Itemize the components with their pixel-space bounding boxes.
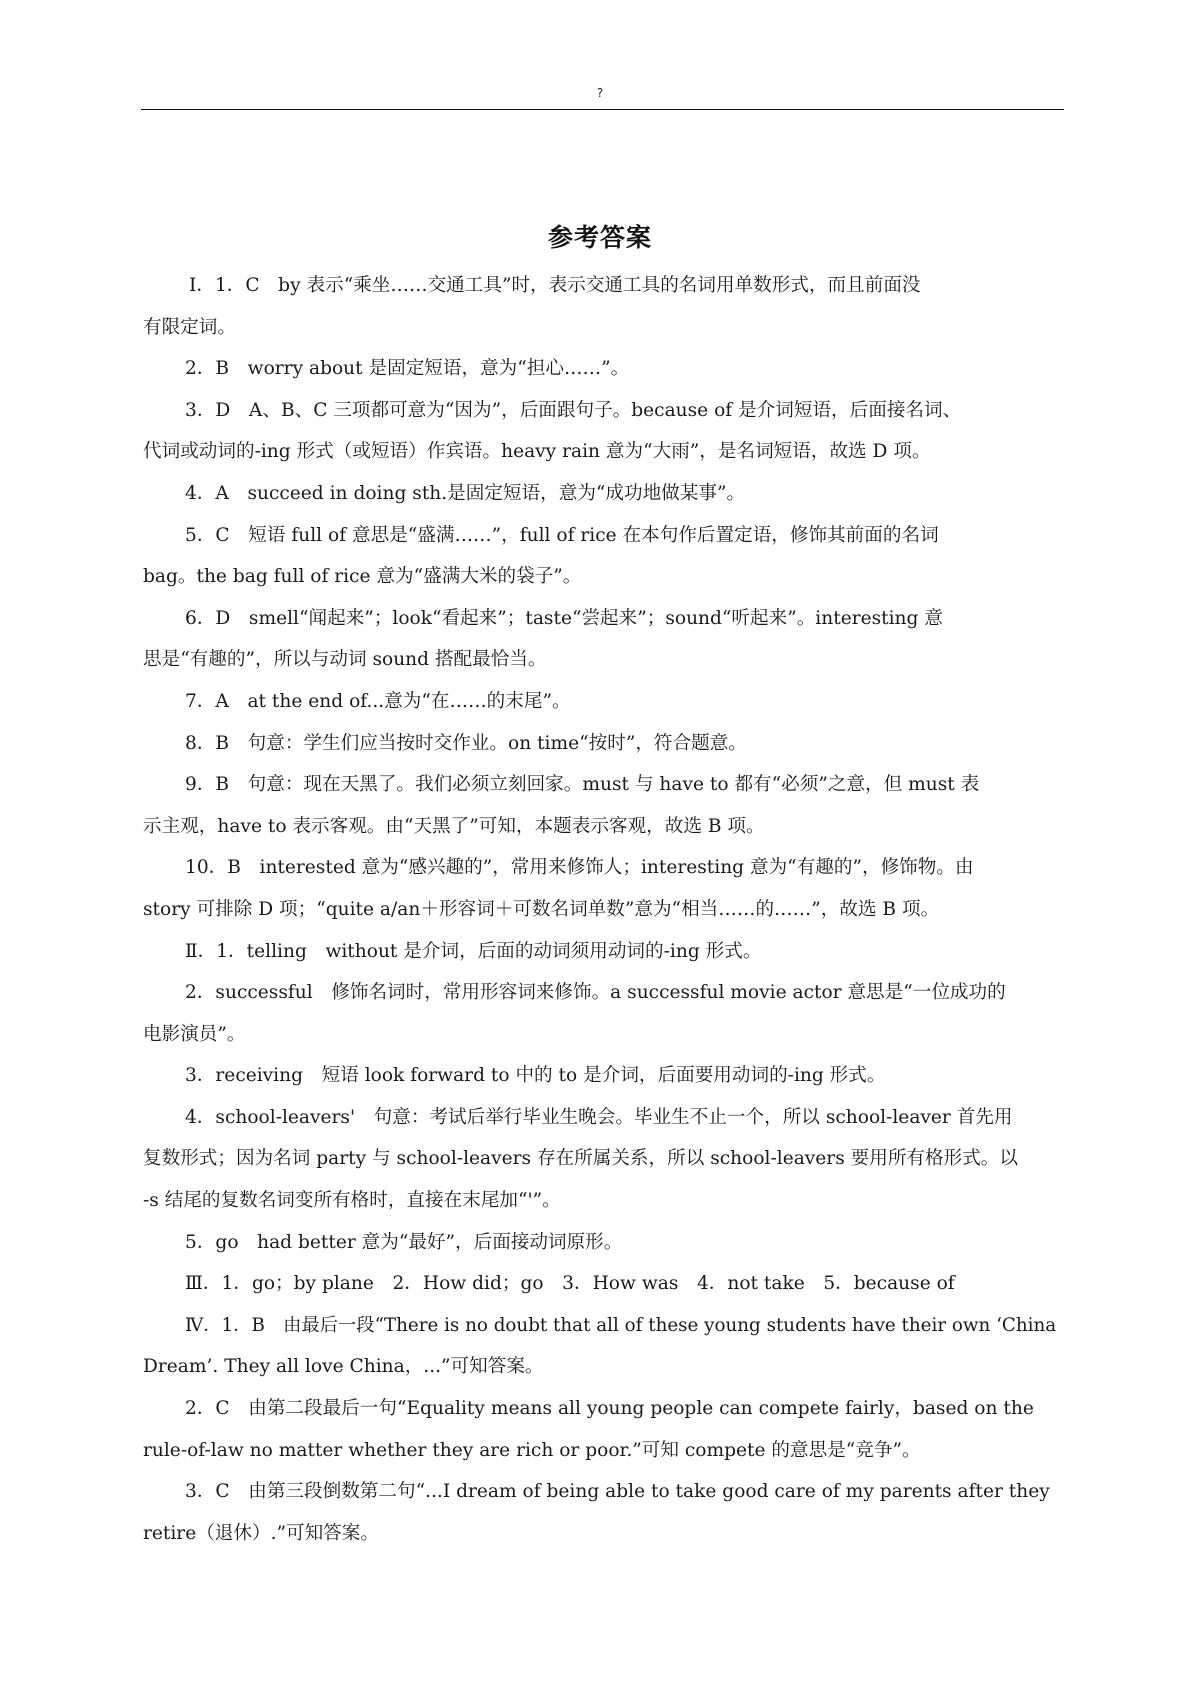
- text-line: 4．school-leavers' 句意：考试后举行毕业生晚会。毕业生不止一个，所以 school-leaver 首先用: [185, 1106, 1013, 1128]
- text-line: 3．receiving 短语 look forward to 中的 to 是介词，后面要用动词的-ing 形式。: [185, 1065, 886, 1087]
- text-line: 代词或动词的-ing 形式（或短语）作宾语。heavy rain 意为“大雨”，是名词短语，故选 D 项。: [143, 441, 931, 463]
- header-mark: ?: [596, 86, 604, 100]
- text-line: 复数形式；因为名词 party 与 school-leavers 存在所属关系，所以 school-leavers 要用所有格形式。以: [143, 1148, 1018, 1170]
- text-line: 7．A at the end of...意为“在……的末尾”。: [185, 690, 571, 712]
- text-line: 3．C 由第三段倒数第二句“...I dream of being able to take good care of my parents after they: [185, 1481, 1050, 1503]
- text-line: 2．C 由第二段最后一句“Equality means all young people can compete fairly，based on the: [185, 1398, 1034, 1420]
- text-line: 5．C 短语 full of 意思是“盛满……”，full of rice 在本句作后置定语，修饰其前面的名词: [185, 524, 939, 546]
- text-line: Ⅱ．1．telling without 是介词，后面的动词须用动词的-ing 形式。: [185, 940, 762, 962]
- text-line: 8．B 句意：学生们应当按时交作业。on time“按时”，符合题意。: [185, 732, 747, 754]
- text-line: 思是“有趣的”，所以与动词 sound 搭配最恰当。: [143, 649, 547, 671]
- text-line: -s 结尾的复数名词变所有格时，直接在末尾加“'”。: [143, 1190, 561, 1212]
- page-title: 参考答案: [547, 223, 652, 252]
- text-line: 电影演员”。: [143, 1023, 246, 1045]
- text-line: 9．B 句意：现在天黑了。我们必须立刻回家。must 与 have to 都有“必须”之意，但 must 表: [185, 774, 980, 796]
- text-line: 5．go had better 意为“最好”，后面接动词原形。: [185, 1231, 623, 1253]
- text-line: bag。the bag full of rice 意为“盛满大米的袋子”。: [143, 566, 582, 588]
- header-rule: [141, 109, 1064, 110]
- text-line: 10．B interested 意为“感兴趣的”，常用来修饰人；interesting 意为“有趣的”，修饰物。由: [185, 857, 974, 879]
- text-line: Ⅳ．1．B 由最后一段“There is no doubt that all of these young students have their own ‘China: [185, 1314, 1057, 1336]
- text-line: 有限定词。: [143, 316, 236, 338]
- text-line: 2．B worry about 是固定短语，意为“担心……”。: [185, 358, 630, 380]
- answer-body: [143, 265, 1065, 1554]
- text-line: Ⅰ．1．C by 表示“乘坐……交通工具”时，表示交通工具的名词用单数形式，而且前面没: [189, 275, 921, 296]
- text-line: 2．successful 修饰名词时，常用形容词来修饰。a successful movie actor 意思是“一位成功的: [185, 982, 1006, 1004]
- text-line: 示主观，have to 表示客观。由“天黑了”可知，本题表示客观，故选 B 项。: [143, 815, 765, 837]
- text-line: 3．D A、B、C 三项都可意为“因为”，后面跟句子。because of 是介词短语，后面接名词、: [185, 399, 962, 421]
- text-line: retire（退休）.”可知答案。: [143, 1522, 379, 1544]
- text-line: rule-of-law no matter whether they are rich or poor.”可知 compete 的意思是“竞争”。: [143, 1439, 921, 1461]
- text-line: 6．D smell“闻起来”；look“看起来”；taste“尝起来”；sound“听起来”。interesting 意: [185, 607, 943, 629]
- text-line: 4．A succeed in doing sth.是固定短语，意为“成功地做某事”。: [185, 482, 746, 504]
- text-line: Ⅲ．1．go；by plane 2．How did；go 3．How was 4．not take 5．because of: [185, 1273, 955, 1295]
- text-line: story 可排除 D 项；“quite a/an＋形容词＋可数名词单数”意为“相当……的……”，故选 B 项。: [143, 898, 940, 920]
- text-line: Dream’. They all love China，...”可知答案。: [143, 1356, 544, 1378]
